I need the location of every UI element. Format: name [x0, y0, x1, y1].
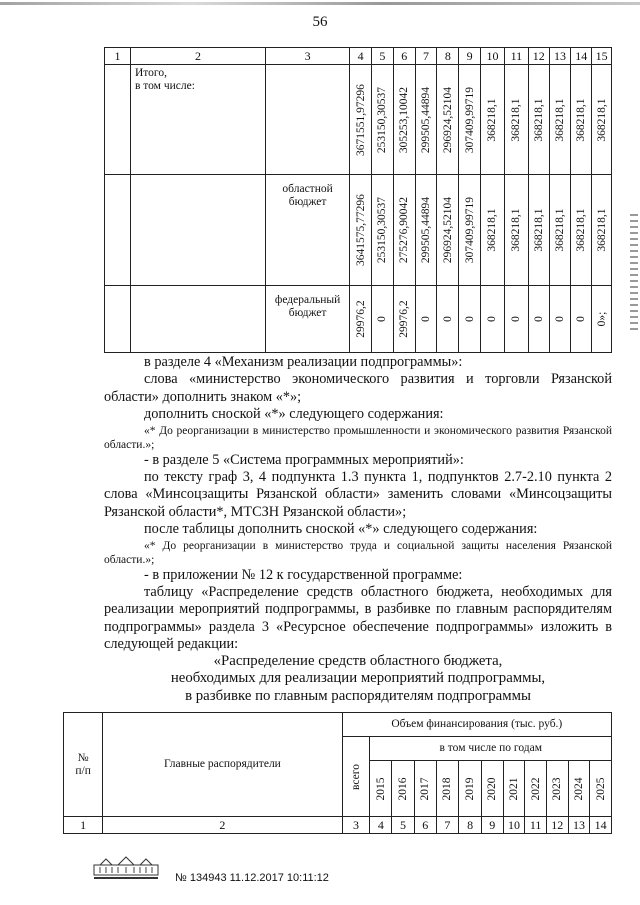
year-header: 2021 [503, 761, 525, 817]
col-header-14: 14 [571, 48, 592, 65]
value-cell: 307409,99719 [459, 175, 481, 286]
year-header: 2024 [568, 761, 590, 817]
value-cell: 368218,1 [549, 65, 571, 175]
value-cell: 299505,44894 [415, 65, 437, 175]
year-header: 2017 [414, 761, 436, 817]
paragraph: «* До реорганизации в министерство труда и социальной защиты населения Рязанской области.»; [104, 539, 612, 566]
column-number: 9 [481, 817, 503, 834]
col-header-2: 2 [130, 48, 265, 65]
value-cell: 368218,1 [504, 65, 528, 175]
value-cell: 368218,1 [571, 175, 592, 286]
col-header-4: 4 [350, 48, 372, 65]
value-cell: 368218,1 [592, 65, 612, 175]
value-cell: 368218,1 [592, 175, 612, 286]
value-cell: 0 [481, 286, 505, 353]
row-index-cell [105, 65, 131, 175]
document-footer: № 134943 11.12.2017 10:11:12 [175, 872, 329, 884]
column-number: 1 [64, 817, 103, 834]
row-label [130, 175, 265, 286]
value-cell: 0 [437, 286, 459, 353]
year-header: 2023 [546, 761, 568, 817]
col-number-header: № п/п [64, 713, 103, 817]
value-cell: 0 [371, 286, 393, 353]
value-cell: 307409,99719 [459, 65, 481, 175]
value-cell: 0 [415, 286, 437, 353]
table-title-line: в разбивке по главным распорядителям подпрограммы [185, 687, 531, 704]
value-cell: 0 [528, 286, 549, 353]
col-header-11: 11 [504, 48, 528, 65]
col-header-15: 15 [592, 48, 612, 65]
value-cell: 368218,1 [528, 65, 549, 175]
value-cell: 299505,44894 [415, 175, 437, 286]
column-number: 7 [436, 817, 459, 834]
year-header: 2019 [459, 761, 482, 817]
paragraph: таблицу «Распределение средств областного бюджета, необходимых для реализации мероприятий подпрограммы, в разбивке по главным распорядителям подпрограммы» раздела 3 «Ресурсное обеспечение подпрограммы» изложить в следующей редакции: [104, 584, 612, 653]
funding-source: федеральный бюджет [266, 286, 350, 353]
paragraph: дополнить сноской «*» следующего содержания: [144, 406, 444, 423]
value-cell: 29976,2 [393, 286, 415, 353]
row-index-cell [105, 175, 131, 286]
value-cell: 3671551,97296 [350, 65, 372, 175]
value-cell: 0 [571, 286, 592, 353]
column-number: 11 [525, 817, 547, 834]
funding-source [266, 65, 350, 175]
seal-logo [92, 855, 160, 881]
scan-edge [0, 2, 640, 5]
paragraph: после таблицы дополнить сноской «*» следующего содержания: [144, 521, 538, 538]
value-cell: 368218,1 [481, 65, 505, 175]
table-title [104, 653, 612, 705]
value-cell: 296924,52104 [437, 65, 459, 175]
value-cell: 253150,30537 [371, 65, 393, 175]
year-header: 2025 [590, 761, 612, 817]
paragraph: - в приложении № 12 к государственной программе: [144, 566, 463, 583]
funding-source: областной бюджет [266, 175, 350, 286]
year-header: 2015 [370, 761, 392, 817]
column-number: 8 [459, 817, 482, 834]
paragraph: в разделе 4 «Механизм реализации подпрограммы»: [144, 354, 463, 370]
paragraph: - в разделе 5 «Система программных мероприятий»: [144, 451, 464, 468]
value-cell: 296924,52104 [437, 175, 459, 286]
value-cell: 368218,1 [528, 175, 549, 286]
col-header-1: 1 [105, 48, 131, 65]
row-index-cell [105, 286, 131, 353]
column-number: 2 [103, 817, 342, 834]
paragraph: «* До реорганизации в министерство промышленности и экономического развития Рязанской области.»; [104, 424, 612, 451]
year-header: 2022 [525, 761, 547, 817]
col-header-9: 9 [459, 48, 481, 65]
col-header-12: 12 [528, 48, 549, 65]
by-years-header: в том числе по годам [370, 737, 612, 761]
column-number: 4 [370, 817, 392, 834]
value-cell: 0 [459, 286, 481, 353]
value-cell: 368218,1 [504, 175, 528, 286]
col-header-5: 5 [371, 48, 393, 65]
table-title-line: необходимых для реализации мероприятий подпрограммы, [170, 670, 546, 687]
value-cell: 0 [504, 286, 528, 353]
value-cell: 3641575,77296 [350, 175, 372, 286]
value-cell: 368218,1 [549, 175, 571, 286]
scan-artifact [630, 210, 638, 330]
distribution-table [63, 712, 612, 834]
body-text [104, 354, 612, 654]
year-header: 2020 [481, 761, 503, 817]
column-number: 13 [568, 817, 590, 834]
page-number: 56 [312, 14, 328, 30]
year-header: 2018 [436, 761, 459, 817]
column-number: 6 [414, 817, 436, 834]
value-cell: 275276,90042 [393, 175, 415, 286]
column-number: 10 [503, 817, 525, 834]
value-cell: 0 [549, 286, 571, 353]
value-cell: 253150,30537 [371, 175, 393, 286]
budget-table [104, 47, 612, 353]
col-header-6: 6 [393, 48, 415, 65]
paragraph: слова «министерство экономического развития и торговли Рязанской области» дополнить знаком «*»; [104, 371, 612, 405]
col-header-13: 13 [549, 48, 571, 65]
value-cell: 0»; [592, 286, 612, 353]
column-number: 3 [342, 817, 370, 834]
paragraph: по тексту граф 3, 4 подпункта 1.3 пункта 1, подпунктов 2.7-2.10 пункта 2 слова «Минсоцзащиты Рязанской области» заменить словами «Минсоцзащиты Рязанской области*, МТСЗН Рязанской области»; [104, 469, 612, 520]
col-distributors-header: Главные распорядители [103, 713, 342, 817]
value-cell: 29976,2 [350, 286, 372, 353]
table-title-line: «Распределение средств областного бюджета, [213, 653, 503, 669]
column-number: 12 [546, 817, 568, 834]
col-header-3: 3 [266, 48, 350, 65]
value-cell: 368218,1 [571, 65, 592, 175]
value-cell: 305253,10042 [393, 65, 415, 175]
row-label [130, 286, 265, 353]
col-header-7: 7 [415, 48, 437, 65]
col-header-10: 10 [481, 48, 505, 65]
column-number: 14 [590, 817, 612, 834]
row-label: Итого, в том числе: [130, 65, 265, 175]
column-number: 5 [392, 817, 415, 834]
funding-header: Объем финансирования (тыс. руб.) [342, 713, 611, 737]
total-header: всего [342, 737, 370, 817]
value-cell: 368218,1 [481, 175, 505, 286]
year-header: 2016 [392, 761, 415, 817]
col-header-8: 8 [437, 48, 459, 65]
